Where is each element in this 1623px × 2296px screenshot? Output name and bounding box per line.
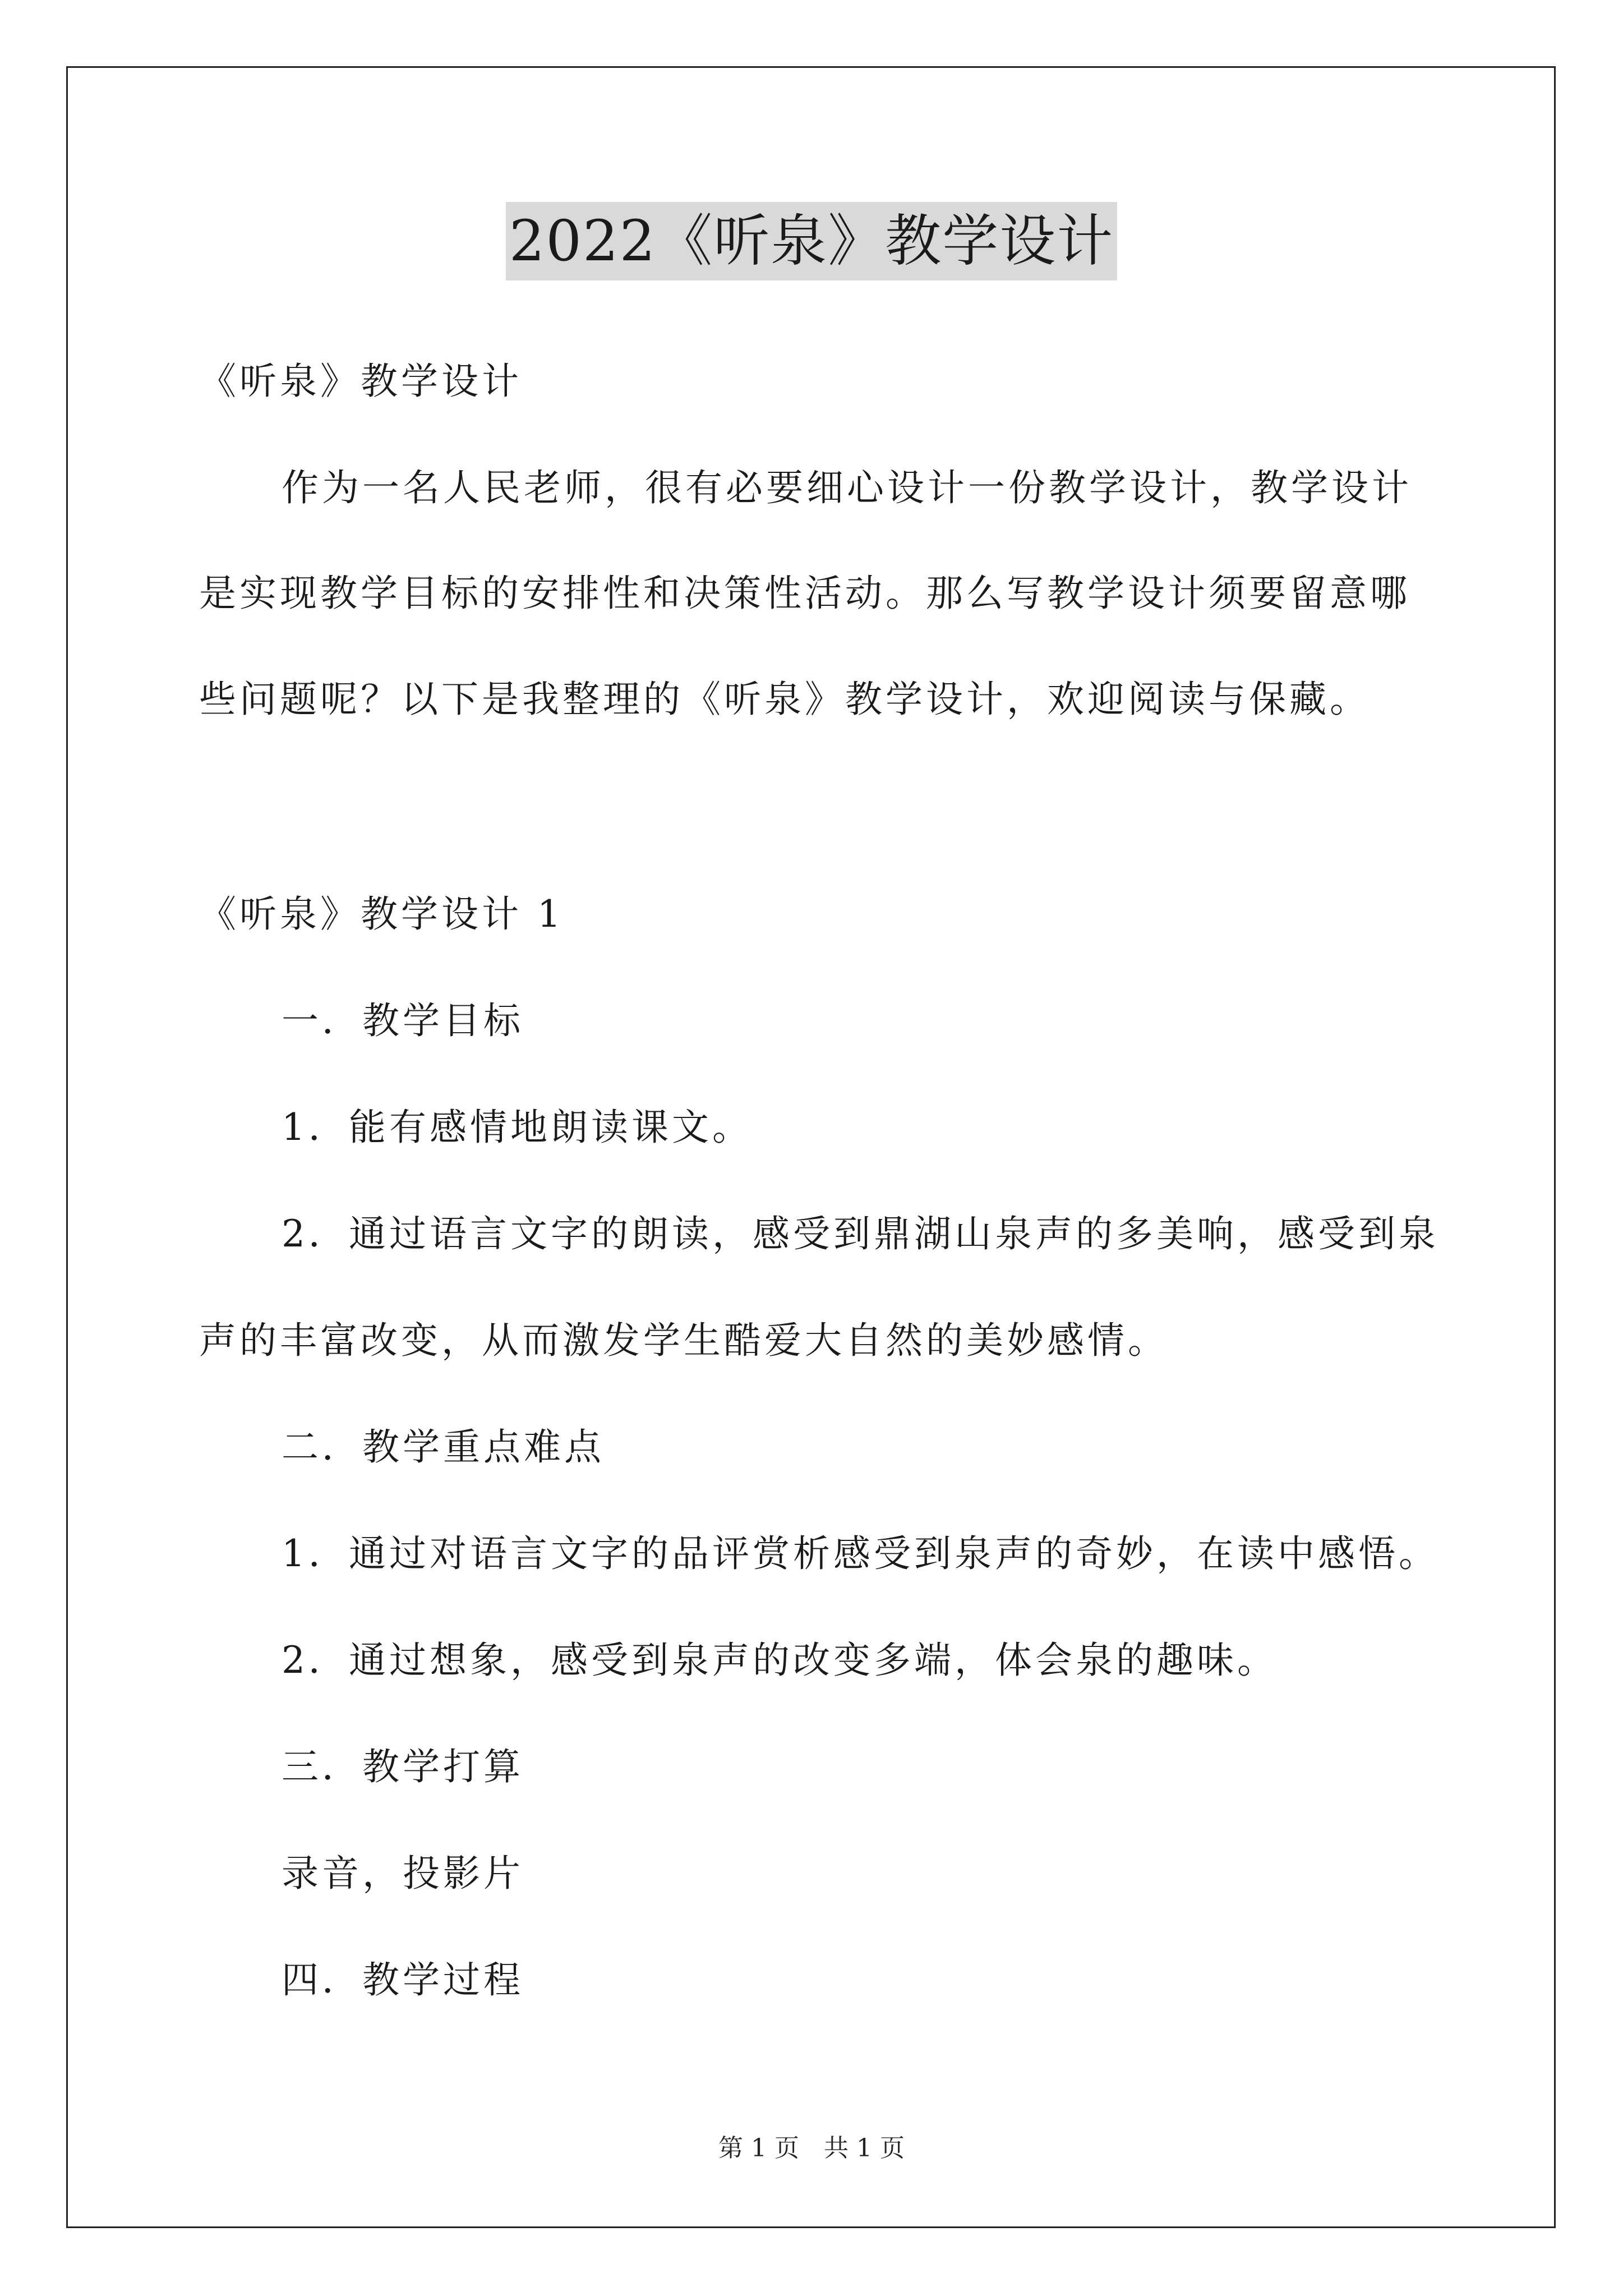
heading-preparation: 三．教学打算 bbox=[282, 1745, 524, 1788]
key-point-item-2: 2．通过想象，感受到泉声的改变多端，体会泉的趣味。 bbox=[282, 1639, 1278, 1682]
intro-paragraph-line-2: 是实现教学目标的安排性和决策性活动。那么写教学设计须要留意哪 bbox=[199, 572, 1410, 615]
intro-paragraph-line-1: 作为一名人民老师，很有必要细心设计一份教学设计，教学设计 bbox=[282, 466, 1412, 509]
document-title: 2022《听泉》教学设计 bbox=[506, 202, 1118, 280]
page-footer: 第 1 页 共 1 页 bbox=[718, 2134, 905, 2162]
goal-item-2-line-2: 声的丰富改变，从而激发学生酷爱大自然的美妙感情。 bbox=[199, 1319, 1168, 1362]
heading-key-points: 二．教学重点难点 bbox=[282, 1425, 605, 1469]
intro-paragraph-line-3: 些问题呢？以下是我整理的《听泉》教学设计，欢迎阅读与保藏。 bbox=[199, 678, 1370, 721]
goal-item-1: 1．能有感情地朗读课文。 bbox=[282, 1106, 753, 1149]
title-container bbox=[0, 202, 1623, 280]
goal-item-2-line-1: 2．通过语言文字的朗读，感受到鼎湖山泉声的多美响，感受到泉 bbox=[282, 1212, 1439, 1255]
key-point-item-1: 1．通过对语言文字的品评赏析感受到泉声的奇妙，在读中感悟。 bbox=[282, 1532, 1439, 1575]
heading-process: 四．教学过程 bbox=[282, 1958, 524, 2001]
subtitle: 《听泉》教学设计 bbox=[199, 360, 522, 403]
heading-teaching-goals: 一．教学目标 bbox=[282, 999, 524, 1042]
section-heading: 《听泉》教学设计 1 bbox=[199, 892, 564, 936]
preparation-item: 录音，投影片 bbox=[282, 1852, 524, 1895]
